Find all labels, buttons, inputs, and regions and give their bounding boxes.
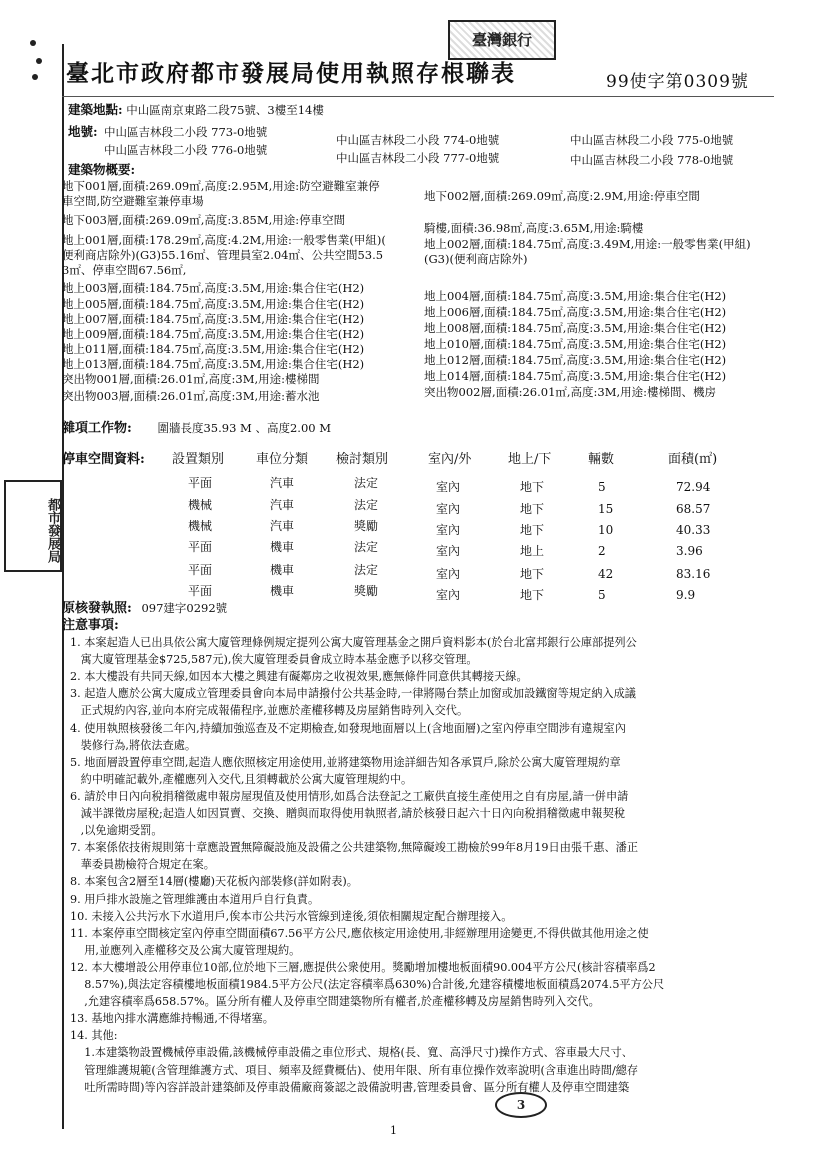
note-line: ,以免逾期受罰。 [70, 824, 163, 838]
original-permit-row [62, 601, 227, 617]
parking-cell: 汽車 [270, 498, 295, 512]
misc-works-value: 圍牆長度35.93 M 、高度2.00 M [157, 421, 332, 435]
overview-line: 地下003層,面積:269.09㎡,高度:3.85M,用途:停車空間 [62, 213, 346, 227]
document-title: 臺北市政府都市發展局使用執照存根聯表 [66, 60, 516, 87]
seal-text: 都市發展局 [45, 497, 60, 563]
overview-line: 地上007層,面積:184.75㎡,高度:3.5M,用途:集合住宅(H2) [62, 312, 365, 326]
parking-cell: 5 [598, 480, 606, 494]
overview-line: 地上002層,面積:184.75㎡,高度:3.49M,用途:一般零售業(甲組) [424, 237, 751, 251]
seal-stamp-round [495, 1092, 547, 1118]
parking-cell: 機車 [270, 540, 295, 554]
note-line: 9. 用戶排水設施之管理維護由本道用戶自行負責。 [70, 892, 320, 906]
parking-cell: 室內 [436, 544, 461, 558]
parking-cell: 獎勵 [354, 584, 379, 598]
overview-line: 地上006層,面積:184.75㎡,高度:3.5M,用途:集合住宅(H2) [424, 305, 727, 319]
lot-item: 中山區吉林段二小段 777-0地號 [336, 151, 500, 165]
note-line: 寓大廈管理基金$725,587元),俟大廈管理委員會成立時本基金應予以移交管理。 [70, 653, 478, 667]
note-line: 6. 請於申日內向稅捐稽徵處申報房屋現值及使用情形,如爲合法登記之工廠供直接生產使用之自有房屋,請一併申請 [70, 789, 629, 803]
overview-line: (G3)(便利商店除外) [424, 252, 528, 266]
punch-mark [32, 74, 38, 80]
overview-line: 地上003層,面積:184.75㎡,高度:3.5M,用途:集合住宅(H2) [62, 281, 365, 295]
note-line: 12. 本大樓增設公用停車位10部,位於地下三層,應提供公衆使用。獎勵增加樓地板面積90.004平方公尺(核計容積率爲2 [70, 960, 656, 974]
lot-item: 中山區吉林段二小段 776-0地號 [104, 143, 268, 157]
original-permit-value: 097建字0292號 [141, 601, 228, 615]
parking-cell: 地下 [520, 502, 545, 516]
misc-works-label: 雜項工作物: [62, 421, 132, 436]
page-number: 1 [390, 1124, 397, 1137]
parking-cell: 法定 [354, 540, 379, 554]
note-line: 3. 起造人應於公寓大廈成立管理委員會向本局申請撥付公共基金時,一律將陽台禁止加窗或加設鐵窗等規定納入成議 [70, 687, 636, 701]
parking-cell: 72.94 [676, 480, 711, 494]
permit-number: 99使字第0309號 [606, 72, 749, 92]
note-line: 14. 其他: [70, 1029, 118, 1043]
parking-cell: 法定 [354, 563, 379, 577]
header-rule [62, 96, 774, 97]
note-line: 約中明確記載外,產權應列入交代,且須轉載於公寓大廈管理規約中。 [70, 772, 413, 786]
parking-cell: 室內 [436, 523, 461, 537]
parking-cell: 42 [598, 567, 614, 581]
parking-cell: 5 [598, 588, 606, 602]
overview-line: 地下001層,面積:269.09㎡,高度:2.95M,用途:防空避難室兼停 [62, 179, 380, 193]
parking-cell: 平面 [188, 476, 213, 490]
note-line: 用,並應列入產權移交及公寓大廈管理規約。 [70, 943, 301, 957]
parking-cell: 法定 [354, 498, 379, 512]
parking-header: 設置類別 [172, 452, 225, 467]
lot-item: 中山區吉林段二小段 774-0地號 [336, 133, 500, 147]
note-line: 8. 本案包含2層至14層(樓廳)天花板內部裝修(詳如附表)。 [70, 875, 358, 889]
parking-cell: 平面 [188, 563, 213, 577]
parking-cell: 機車 [270, 563, 295, 577]
parking-header: 面積(㎡) [668, 452, 718, 467]
address-value: 中山區南京東路二段75號、3樓至14樓 [126, 103, 324, 117]
lot-item: 中山區吉林段二小段 775-0地號 [570, 133, 734, 147]
parking-cell: 10 [598, 523, 614, 537]
overview-line: 突出物003層,面積:26.01㎡,高度:3M,用途:蓄水池 [62, 389, 320, 403]
parking-cell: 83.16 [676, 567, 711, 581]
parking-cell: 室內 [436, 588, 461, 602]
parking-cell: 2 [598, 544, 606, 558]
overview-line: 地上001層,面積:178.29㎡,高度:4.2M,用途:一般零售業(甲組)( [62, 233, 386, 247]
note-line: 減半課徵房屋稅;起造人如因買賣、交換、贈與而取得使用執照者,請於核發日起六十日內向稅捐稽徵處申報契稅 [70, 807, 625, 820]
parking-cell: 汽車 [270, 519, 295, 533]
original-permit-label: 原核發執照: [62, 601, 132, 616]
note-line: 裝修行為,將依法查處。 [70, 738, 197, 752]
seal-stamp-top [448, 20, 556, 60]
note-line: 管理維護規範(含管理維護方式、項目、頻率及經費概估)、使用年限、所有車位操作效率說明(含車進出時間/總存 [70, 1063, 639, 1077]
note-line: 7. 本案係依技術規則第十章應設置無障礙設施及設備之公共建築物,無障礙竣工勘檢於99年8月19日由張千惠、潘正 [70, 841, 639, 855]
note-line: 10. 未接入公共污水下水道用戶,俟本市公共污水管線到達後,須依相關規定配合辦理接入。 [70, 909, 513, 923]
overview-line: 地上010層,面積:184.75㎡,高度:3.5M,用途:集合住宅(H2) [424, 337, 727, 351]
misc-works-row [62, 421, 331, 437]
note-line: 1. 本案起造人已出具依公寓大廈管理條例規定提列公寓大廈管理基金之開戶資料影本(於台北富邦銀行公庫部提列公 [70, 636, 637, 649]
overview-line: 地上005層,面積:184.75㎡,高度:3.5M,用途:集合住宅(H2) [62, 297, 365, 311]
parking-cell: 68.57 [676, 502, 711, 516]
lot-item: 中山區吉林段二小段 773-0地號 [104, 125, 268, 139]
note-line: 華委員勘檢符合規定在案。 [70, 858, 215, 872]
note-line: 吐所需時間)等內容詳設計建築師及停車設備廠商簽認之設備說明書,管理委員會、區分所有權人及停車空間建築 [70, 1080, 630, 1094]
parking-header: 地上/下 [508, 452, 552, 467]
parking-cell: 40.33 [676, 523, 711, 537]
overview-line: 地上013層,面積:184.75㎡,高度:3.5M,用途:集合住宅(H2) [62, 357, 365, 371]
note-line: 2. 本大樓設有共同天線,如因本大樓之興建有礙鄰房之收視效果,應無條件同意供其轉接天線。 [70, 670, 528, 684]
parking-cell: 地下 [520, 588, 545, 602]
overview-line: 地下002層,面積:269.09㎡,高度:2.9M,用途:停車空間 [424, 189, 700, 203]
parking-cell: 地上 [520, 544, 545, 558]
overview-line: 車空間,防空避難室兼停車場 [62, 194, 204, 208]
parking-label: 停車空間資料: [62, 452, 145, 467]
parking-cell: 機械 [188, 498, 213, 512]
parking-cell: 平面 [188, 540, 213, 554]
parking-cell: 室內 [436, 502, 461, 516]
overview-line: 3㎡、停車空間67.56㎡, [62, 263, 187, 277]
parking-cell: 汽車 [270, 476, 295, 490]
overview-line: 地上004層,面積:184.75㎡,高度:3.5M,用途:集合住宅(H2) [424, 289, 727, 303]
seal-stamp-left [4, 480, 62, 572]
overview-line: 便利商店除外)(G3)55.16㎡、管理員室2.04㎡、公共空間53.5 [62, 248, 384, 262]
parking-cell: 機車 [270, 584, 295, 598]
punch-mark [30, 40, 36, 46]
lots-label: 地號: [68, 124, 98, 139]
punch-mark [36, 58, 42, 64]
parking-cell: 室內 [436, 480, 461, 494]
parking-cell: 獎勵 [354, 519, 379, 533]
overview-line: 突出物002層,面積:26.01㎡,高度:3M,用途:樓梯間、機房 [424, 385, 717, 399]
lot-item: 中山區吉林段二小段 778-0地號 [570, 153, 734, 167]
note-line: ,允建容積率爲658.57%。區分所有權人及停車空間建築物所有權者,於產權移轉及房屋銷售時列入交代。 [70, 995, 600, 1009]
parking-cell: 室內 [436, 567, 461, 581]
seal-text: 3 [516, 1098, 526, 1112]
parking-cell: 地下 [520, 567, 545, 581]
notes-label: 注意事項: [62, 618, 119, 633]
parking-cell: 法定 [354, 476, 379, 490]
overview-line: 地上008層,面積:184.75㎡,高度:3.5M,用途:集合住宅(H2) [424, 321, 727, 335]
parking-cell: 平面 [188, 584, 213, 598]
note-line: 1.本建築物設置機械停車設備,該機械停車設備之車位形式、規格(長、寬、高淨尺寸)操作方式、容車最大尺寸、 [70, 1046, 633, 1060]
address-row [68, 102, 324, 118]
overview-line: 地上011層,面積:184.75㎡,高度:3.5M,用途:集合住宅(H2) [62, 342, 365, 356]
overview-line: 騎樓,面積:36.98㎡,高度:3.65M,用途:騎樓 [424, 221, 644, 235]
parking-cell: 地下 [520, 480, 545, 494]
overview-label: 建築物概要: [68, 162, 136, 177]
parking-cell: 機械 [188, 519, 213, 533]
parking-cell: 地下 [520, 523, 545, 537]
address-label: 建築地點: [68, 102, 123, 117]
overview-line: 地上014層,面積:184.75㎡,高度:3.5M,用途:集合住宅(H2) [424, 369, 727, 383]
note-line: 正式規約內容,並向本府完成報備程序,並應於產權移轉及房屋銷售時列入交代。 [70, 704, 469, 718]
note-line: 5. 地面層設置停車空間,起造人應依照核定用途使用,並將建築物用途詳細告知各承買戶,除於公寓大廈管理規約章 [70, 755, 621, 769]
note-line: 8.57%),與法定容積樓地板面積1984.5平方公尺(法定容積率爲630%)合計後,允建容積樓地板面積爲2074.5平方公尺 [70, 978, 665, 991]
parking-cell: 9.9 [676, 588, 696, 602]
parking-header: 車位分類 [256, 452, 309, 467]
parking-cell: 15 [598, 502, 614, 516]
overview-line: 突出物001層,面積:26.01㎡,高度:3M,用途:樓梯間 [62, 372, 320, 386]
overview-line: 地上012層,面積:184.75㎡,高度:3.5M,用途:集合住宅(H2) [424, 353, 727, 367]
seal-text: 臺灣銀行 [471, 31, 532, 49]
parking-header: 檢討類別 [336, 452, 389, 467]
overview-line: 地上009層,面積:184.75㎡,高度:3.5M,用途:集合住宅(H2) [62, 327, 365, 341]
note-line: 4. 使用執照核發後二年內,持續加強巡查及不定期檢查,如發現地面層以上(含地面層)之室內停車空間涉有違規室內 [70, 721, 626, 735]
note-line: 13. 基地內排水溝應維持暢通,不得堵塞。 [70, 1012, 274, 1026]
parking-header: 輛數 [588, 452, 615, 467]
note-line: 11. 本案停車空間核定室內停車空間面積67.56平方公尺,應依核定用途使用,非經辦理用途變更,不得供做其他用途之使 [70, 926, 649, 940]
parking-cell: 3.96 [676, 544, 703, 558]
parking-header: 室內/外 [428, 452, 472, 467]
